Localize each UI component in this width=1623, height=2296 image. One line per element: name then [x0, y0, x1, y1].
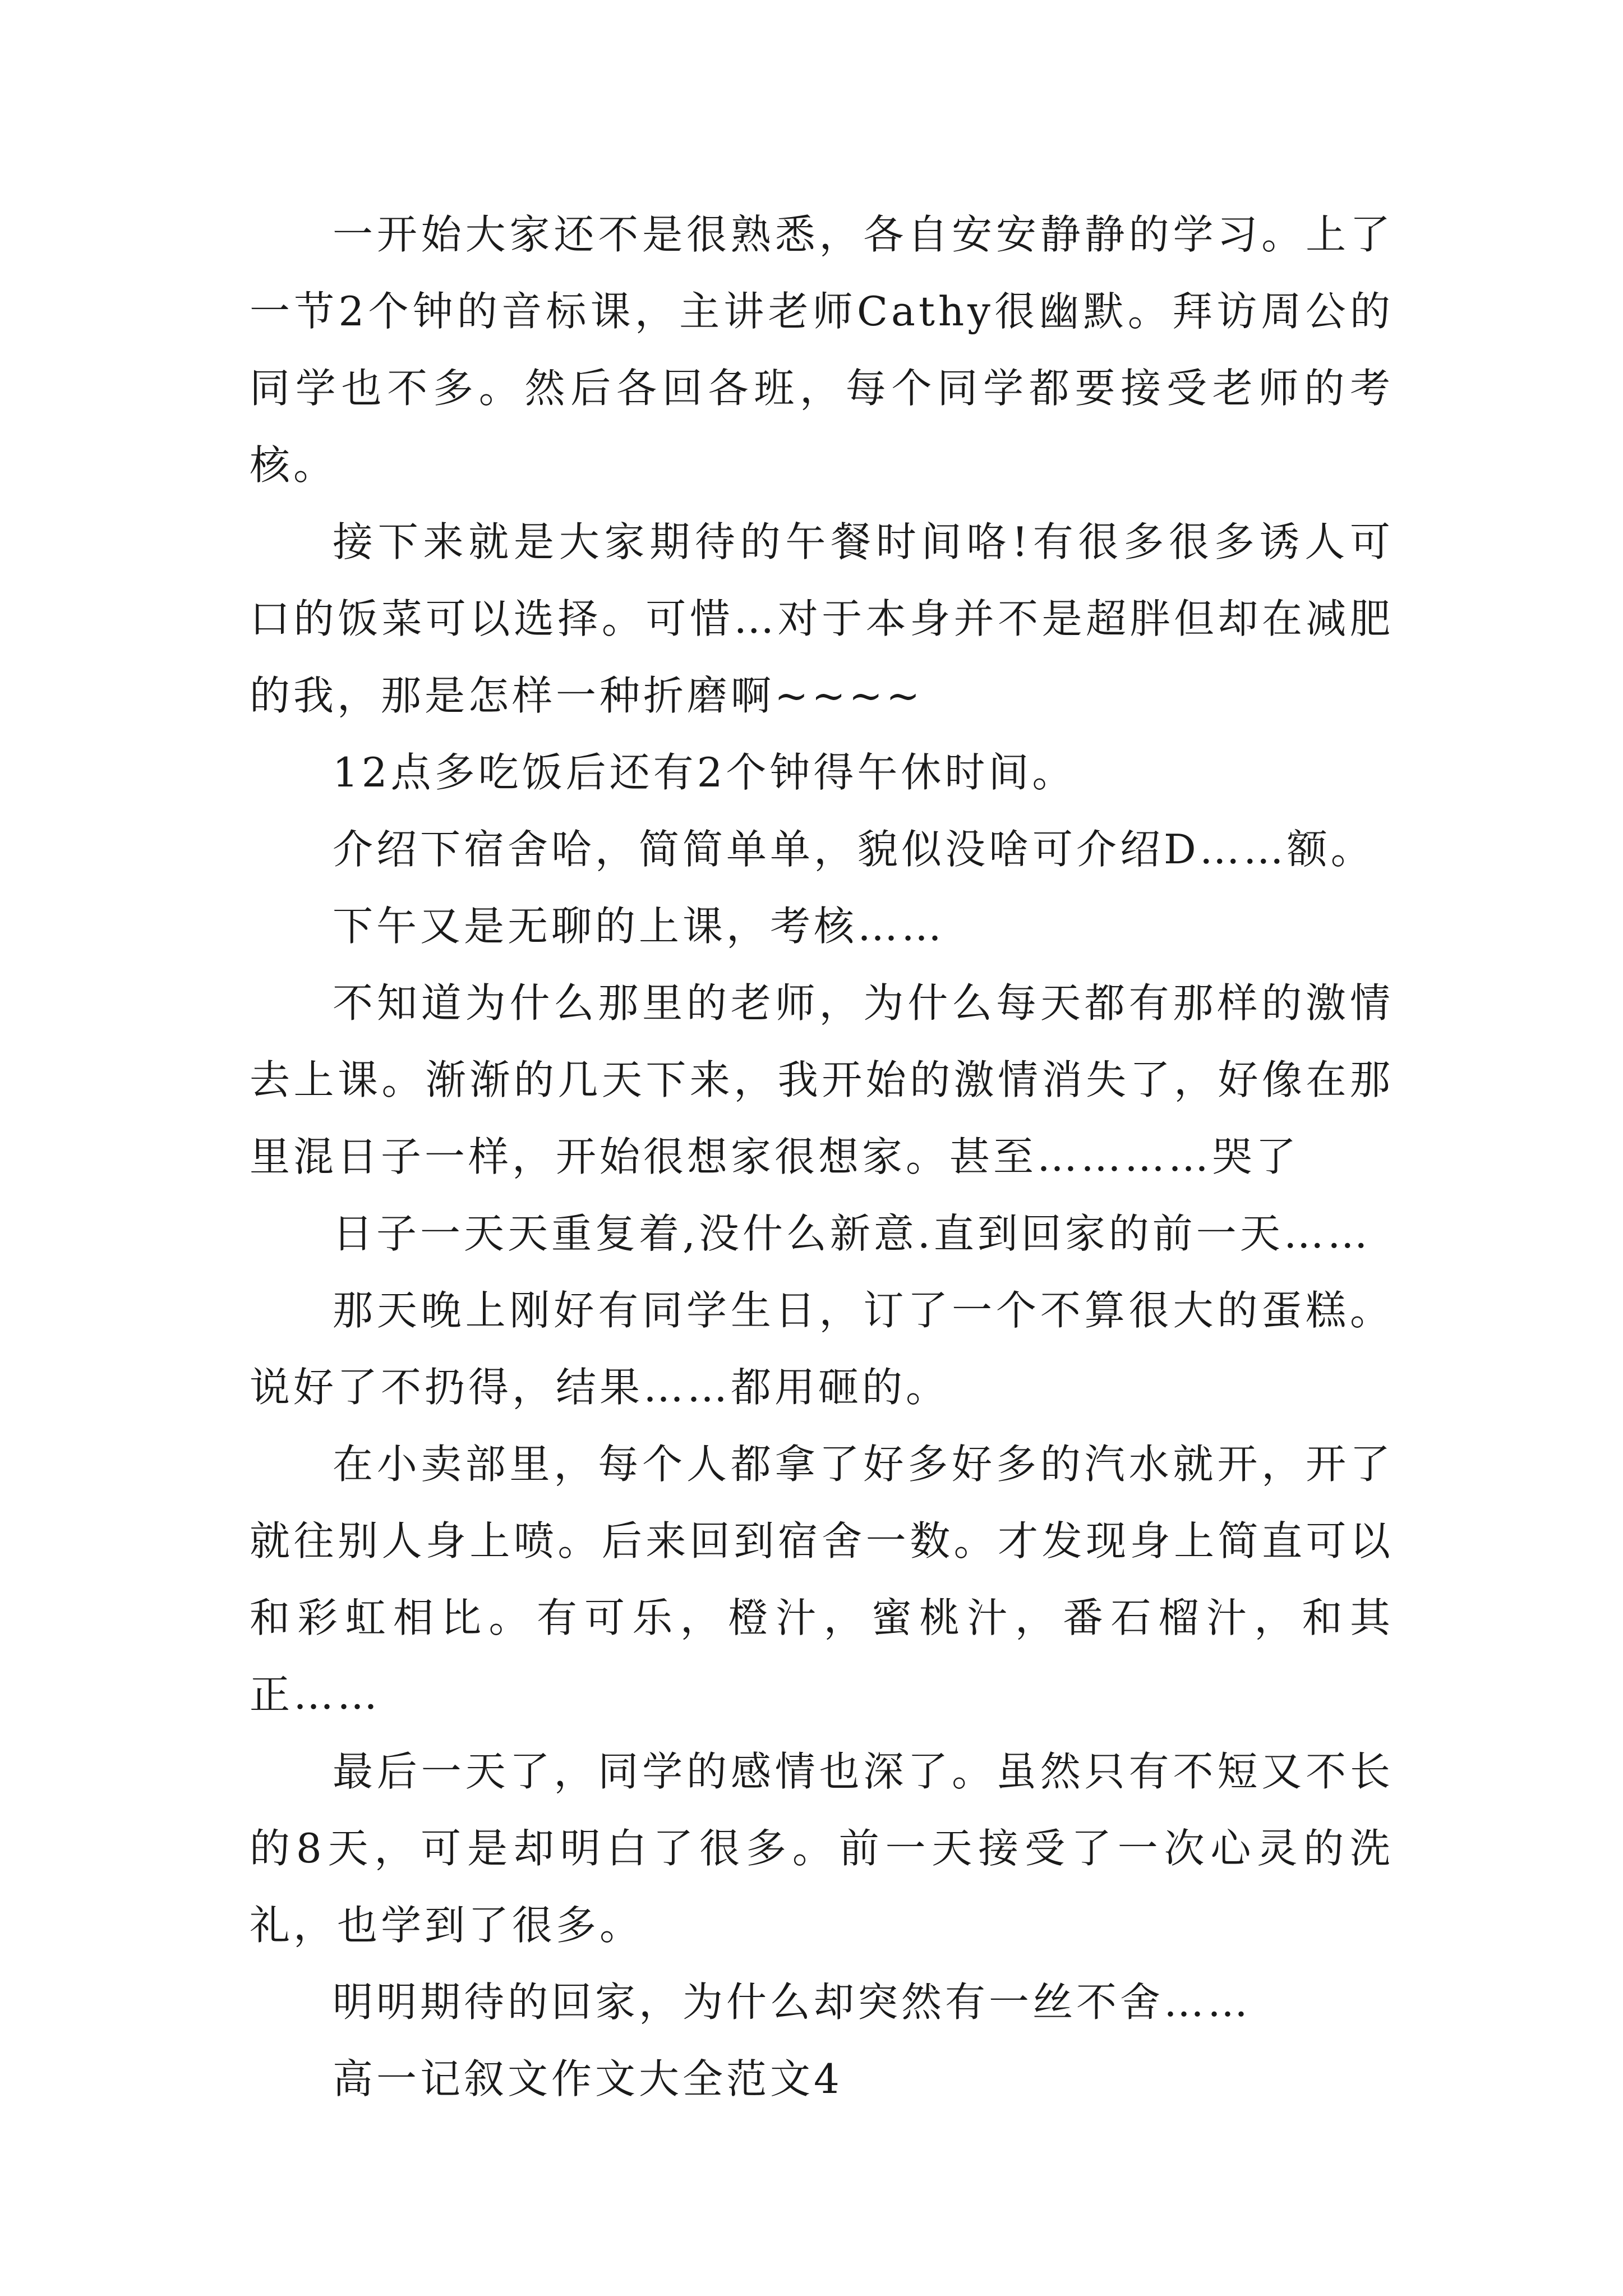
paragraph: 在小卖部里，每个人都拿了好多好多的汽水就开，开了就往别人身上喷。后来回到宿舍一数。才发现身上简直可以和彩虹相比。有可乐，橙汁，蜜桃汁，番石榴汁，和其正……	[250, 1441, 1394, 1718]
paragraph: 明明期待的回家，为什么却突然有一丝不舍……	[333, 1978, 1252, 2026]
section-heading: 高一记叙文作文大全范文4	[333, 2055, 843, 2102]
document-body	[250, 196, 1394, 2118]
paragraph: 下午又是无聊的上课，考核……	[333, 903, 946, 950]
paragraph: 接下来就是大家期待的午餐时间咯!有很多很多诱人可口的饭菜可以选择。可惜…对于本身并不是超胖但却在减肥的我，那是怎样一种折磨啊~~~~	[250, 518, 1394, 719]
paragraph: 日子一天天重复着,没什么新意.直到回家的前一天……	[333, 1210, 1371, 1257]
paragraph: 不知道为什么那里的老师，为什么每天都有那样的激情去上课。渐渐的几天下来，我开始的激情消失了，好像在那里混日子一样，开始很想家很想家。甚至…………哭了	[250, 979, 1394, 1180]
paragraph: 那天晚上刚好有同学生日，订了一个不算很大的蛋糕。说好了不扔得，结果……都用砸的。	[250, 1287, 1394, 1411]
paragraph: 一开始大家还不是很熟悉，各自安安静静的学习。上了一节2个钟的音标课，主讲老师Cathy很幽默。拜访周公的同学也不多。然后各回各班，每个同学都要接受老师的考核。	[250, 211, 1394, 489]
paragraph: 12点多吃饭后还有2个钟得午休时间。	[333, 749, 1076, 796]
paragraph: 最后一天了，同学的感情也深了。虽然只有不短又不长的8天，可是却明白了很多。前一天接受了一次心灵的洗礼，也学到了很多。	[250, 1748, 1394, 1949]
paragraph: 介绍下宿舍哈，简简单单，貌似没啥可介绍D……额。	[333, 826, 1375, 873]
